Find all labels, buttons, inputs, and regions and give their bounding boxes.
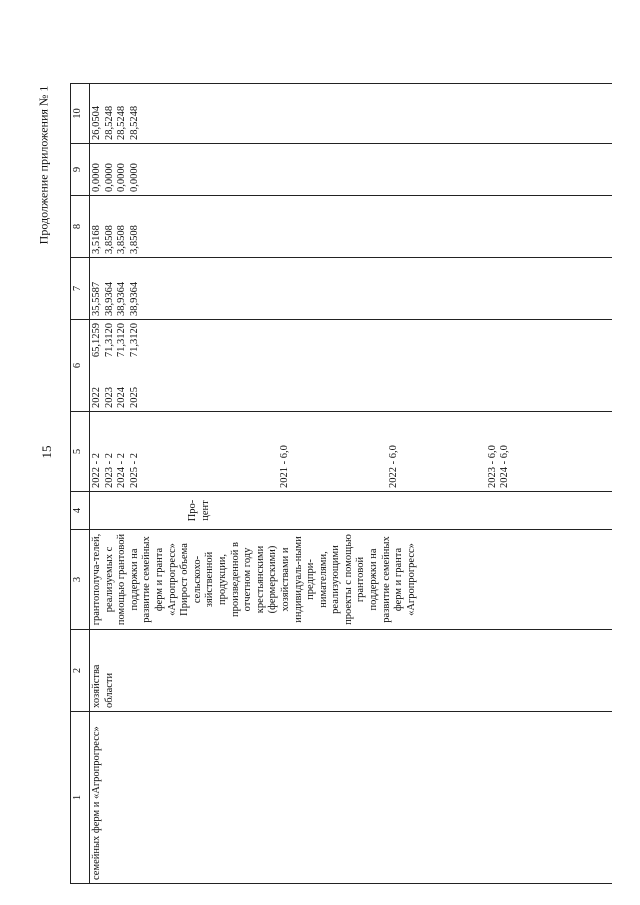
col7-2022: 35,5587: [91, 281, 102, 316]
cell-col10: [90, 84, 613, 144]
col7-2023: 38,9364: [103, 281, 115, 316]
col10-2025: 28,5248: [128, 105, 140, 140]
col7-2025: 38,9364: [128, 281, 140, 316]
col10-2022: 26,0504: [91, 105, 102, 140]
col7-2024: 38,9364: [116, 281, 128, 316]
cell-executor: [90, 630, 613, 712]
cell-program: [90, 712, 613, 884]
appendix-table-rotated: [70, 84, 618, 884]
indicator-text-a: грантополуча-телей, реализуемых с помощью грантовой поддержки на развитие семейных ферм и гранта «Агропрогресс»: [91, 533, 178, 626]
year-2022: 2022: [91, 387, 102, 408]
year-2023: 2023: [103, 387, 115, 408]
target-2025: 2025 - 2: [128, 453, 140, 488]
target-2021-pct: 2021 - 6,0: [279, 445, 291, 488]
year-2025: 2025: [128, 387, 140, 408]
target-2024: 2024 - 2: [116, 453, 128, 488]
col-header-4: 4: [71, 492, 90, 530]
page-number: 15: [39, 445, 54, 459]
unit-text: Про-цент: [187, 499, 211, 522]
col-header-2: 2: [71, 630, 90, 712]
col-header-1: 1: [71, 712, 90, 884]
total-2023: 71,3120: [103, 323, 115, 358]
total-2025: 71,3120: [128, 323, 140, 358]
header-row: [71, 84, 90, 884]
target-2024-pct: 2024 - 6,0: [499, 445, 511, 488]
target-2023: 2023 - 2: [103, 453, 115, 488]
col-header-6: 6: [71, 320, 90, 412]
col-header-10: 10: [71, 84, 90, 144]
cell-targets: [90, 412, 613, 492]
col9-2025: 0,0000: [128, 163, 140, 192]
col-header-5: 5: [71, 412, 90, 492]
col9-2022: 0,0000: [91, 163, 102, 192]
target-2022: 2022 - 2: [91, 453, 102, 488]
year-2024: 2024: [116, 387, 128, 408]
col10-2024: 28,5248: [116, 105, 128, 140]
col8-2025: 3,8508: [128, 225, 140, 254]
cell-col9: [90, 144, 613, 196]
target-2023-pct: 2023 - 6,0: [486, 445, 498, 488]
col-header-7: 7: [71, 258, 90, 320]
col10-2023: 28,5248: [103, 105, 115, 140]
indicator-text-b: Прирост объема сельскохо-зяйственной продукции, произведенной в отчетном году крестьянскими (фермерскими) хозяйствами и индивидуаль-ными предпри-нимателями, реализующими проекты с помощью грантовой поддержки на развитие семейных ферм и гранта «Агропрогресс»: [179, 534, 417, 625]
total-2024: 71,3120: [116, 323, 128, 358]
col-header-9: 9: [71, 144, 90, 196]
cell-unit: [90, 492, 613, 530]
program-text: семейных ферм и «Агропрогресс»: [91, 726, 102, 880]
cell-indicator: [90, 530, 613, 630]
cell-funding: [90, 320, 613, 412]
col9-2023: 0,0000: [103, 163, 115, 192]
col9-2024: 0,0000: [116, 163, 128, 192]
col-header-8: 8: [71, 196, 90, 258]
executor-text: хозяйства области: [91, 664, 115, 708]
total-2022: 65,1259: [91, 323, 102, 358]
col8-2023: 3,8508: [103, 225, 115, 254]
continuation-text: Продолжение приложения № 1: [36, 85, 51, 245]
table-row: [90, 84, 613, 884]
cell-col8: [90, 196, 613, 258]
col-header-3: 3: [71, 530, 90, 630]
col8-2022: 3,5168: [91, 225, 102, 254]
appendix-table: [70, 83, 612, 884]
col8-2024: 3,8508: [116, 225, 128, 254]
cell-col7: [90, 258, 613, 320]
target-2022-pct: 2022 - 6,0: [387, 445, 399, 488]
